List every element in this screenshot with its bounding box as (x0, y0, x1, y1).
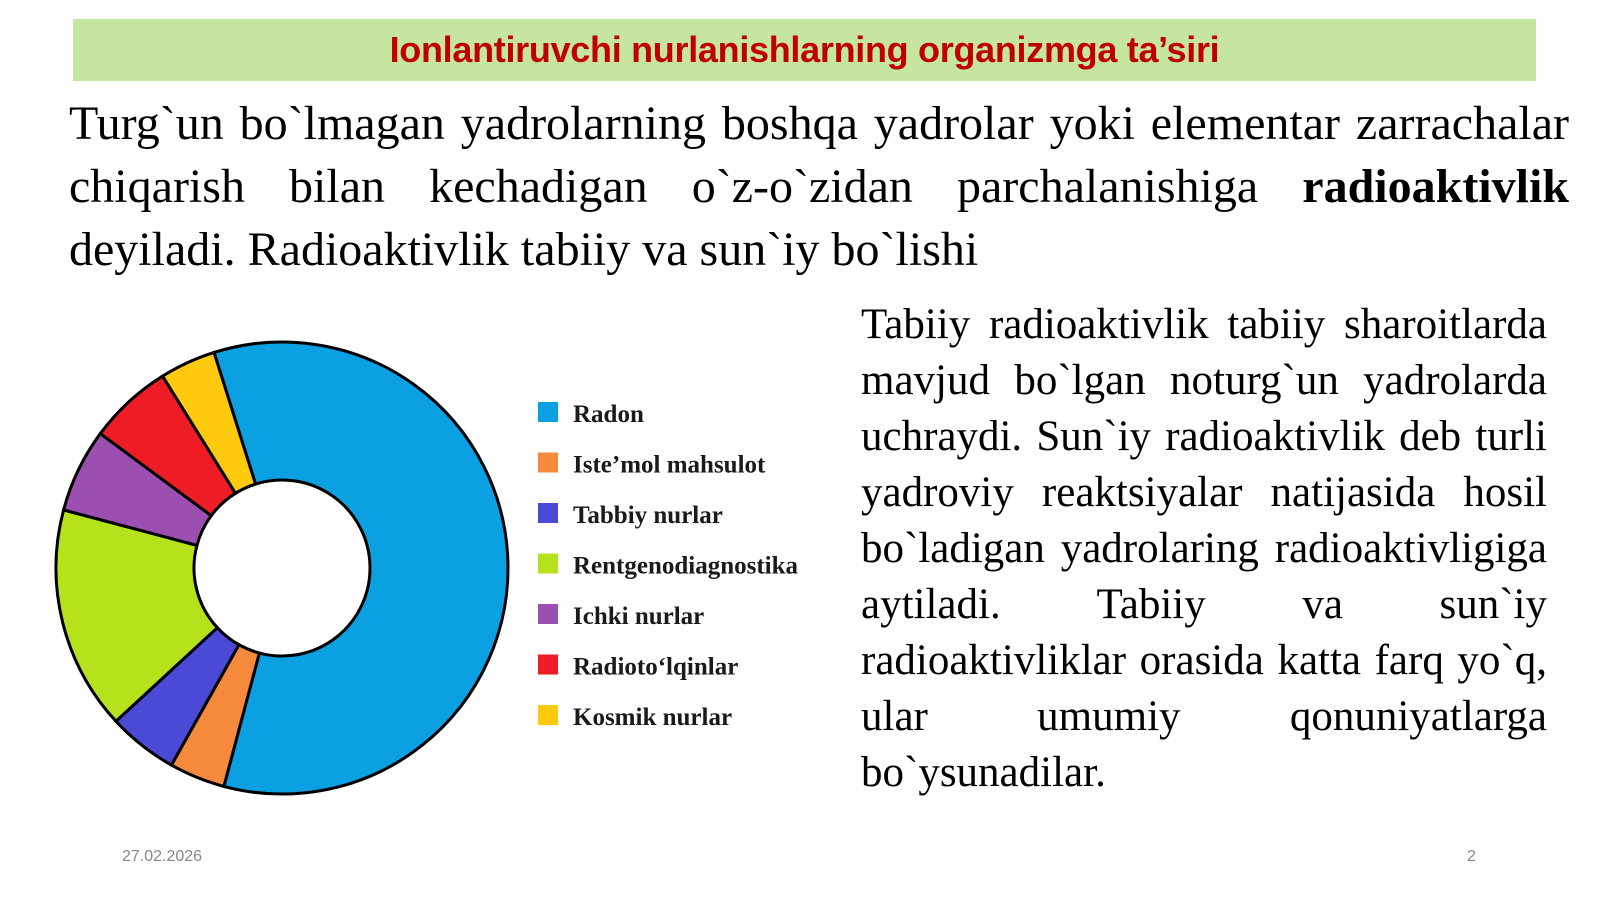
donut-chart-svg (0, 290, 850, 850)
legend-swatch-0 (538, 402, 558, 422)
legend-label-4: Ichki nurlar (573, 603, 705, 630)
title-bar (73, 19, 1536, 81)
legend-label-5: Radioto‘lqinlar (573, 653, 739, 681)
donut-slices (56, 342, 508, 794)
legend-label-1: Iste’mol mahsulot (573, 451, 766, 479)
legend-swatch-4 (538, 604, 558, 624)
intro-text-part2: deyiladi. Radioaktivlik tabiiy va sun`iy bo`lishi (69, 223, 979, 276)
intro-bold-term: radioaktivlik (1302, 160, 1569, 213)
intro-paragraph (69, 92, 1569, 281)
legend-label-6: Kosmik nurlar (573, 704, 733, 731)
legend-label-3: Rentgenodiagnostika (573, 552, 799, 580)
legend-swatch-3 (538, 554, 558, 574)
side-paragraph: Tabiiy radioaktivlik tabiiy sharoitlarda mavjud bo`lgan noturg`un yadrolarda uchraydi. Sun`iy radioaktivlik deb turli yadroviy reaktsiyalar natijasida hosil bo`ladigan yadrolaring radioaktivligiga aytiladi. Tabiiy va sun`iy radioaktivliklar orasida katta farq yo`q, ular umumiy qonuniyatlarga bo`ysunadilar. (861, 301, 1547, 796)
legend-swatch-6 (538, 705, 558, 725)
legend-label-0: Radon (573, 401, 644, 428)
slide-title: Ionlantiruvchi nurlanishlarning organizmga ta’siri (389, 29, 1220, 70)
legend-swatch-2 (538, 503, 558, 523)
legend-label-2: Tabbiy nurlar (573, 502, 723, 529)
legend-swatch-5 (538, 655, 558, 675)
donut-chart (0, 290, 850, 850)
donut-slice-0 (214, 342, 508, 794)
chart-legend (538, 401, 799, 731)
intro-text-part1: Turg`un bo`lmagan yadrolarning boshqa yadrolar yoki elementar zarrachalar chiqarish bilan kechadigan o`z-o`zidan parchalanishiga (69, 97, 1569, 213)
slide-date: 27.02.2026 (122, 848, 203, 865)
legend-swatch-1 (538, 453, 558, 473)
slide-page-number: 2 (1467, 848, 1476, 865)
